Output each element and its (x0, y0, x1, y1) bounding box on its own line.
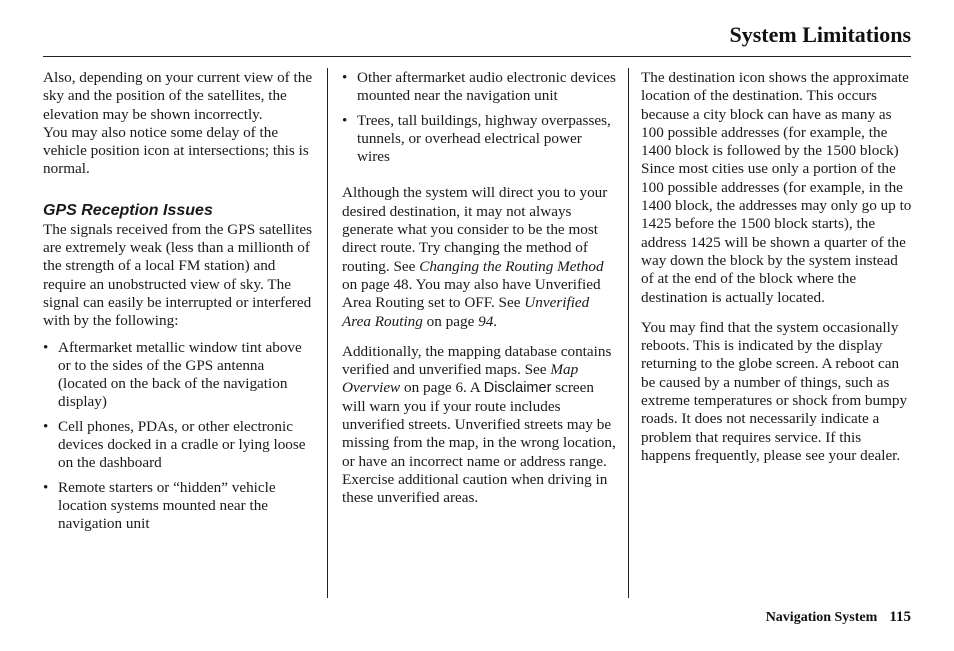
column-2 (342, 69, 617, 508)
list-item: • Trees, tall buildings, highway overpasses, tunnels, or overhead electrical power wires (342, 112, 617, 167)
interference-list-2 (342, 69, 617, 166)
text-run: on page 48. You may also have Unverified Area Routing set to OFF. See (342, 275, 601, 312)
paragraph-gps-signals: The signals received from the GPS satellites are extremely weak (less than a millionth of the strength of a local FM station) and require an unobstructed view of sky. The signal can easily be interrupted or interfered with by the following: (43, 220, 313, 330)
text-run: screen will warn you if your route includes unverified streets. Unverified streets may be missing from the map, in the wrong location, or have an incorrect name or address range. Exercise additional caution when driving in these unverified areas. (342, 379, 616, 507)
column-3 (641, 69, 913, 465)
list-item: • Aftermarket metallic window tint above or to the sides of the GPS antenna (located on the back of the navigation display) (43, 339, 313, 412)
page-title: System Limitations (729, 22, 911, 47)
column-1 (43, 69, 313, 534)
text-run: on page (422, 312, 479, 330)
section-heading-gps-reception: GPS Reception Issues (43, 201, 213, 219)
text-run: on page 6. A (400, 379, 484, 397)
paragraph-delay: You may also notice some delay of the vehicle position icon at intersections; this is normal. (43, 123, 309, 178)
interference-list-1 (43, 339, 313, 534)
paragraph-reboots: You may find that the system occasionally reboots. This is indicated by the display returning to the globe screen. A reboot can be caused by a number of things, such as extreme temperatures or shock from bumpy roads. It does not necessarily indicate a problem that requires service. If this happens frequently, please see your dealer. (641, 318, 908, 464)
list-item: • Remote starters or “hidden” vehicle location systems mounted near the navigation unit (43, 479, 313, 534)
footer-section-name: Navigation System (765, 610, 878, 625)
link-unverified-area-routing: Unverified Area Routing (342, 294, 590, 330)
paragraph-elevation: Also, depending on your current view of the sky and the position of the satellites, the elevation may be shown incorrectly. (43, 69, 313, 123)
list-item: • Cell phones, PDAs, or other electronic devices docked in a cradle or lying loose on the dashboard (43, 418, 313, 473)
paragraph-destination-icon: The destination icon shows the approximate location of the destination. This occurs because a city block can have as many as 100 possible addresses (for example, the 1400 block is followed by the 1500 block) Since most cities use only a portion of the 100 possible addresses (for example, in the 1400 block, the addresses may only go up to 1425 before the 1500 block starts), the address 1425 will be shown a quarter of the way down the block by the system instead of at the end of the block where the destination is actually located. (641, 69, 912, 306)
paragraph-mapping-database (342, 343, 617, 508)
list-item: • Other aftermarket audio electronic devices mounted near the navigation unit (342, 69, 617, 106)
column-divider-1 (327, 68, 328, 598)
ui-term-disclaimer: Disclaimer (483, 380, 552, 397)
text-run: Although the system will direct you to your desired destination, it may not always generate what you consider to be the most direct route. Try changing the method of routing. See (342, 184, 608, 275)
text-run: . (493, 312, 498, 330)
page-footer (766, 609, 911, 626)
page-number: 115 (889, 609, 911, 625)
column-divider-2 (628, 68, 629, 598)
page-ref-94: 94 (478, 312, 494, 330)
link-changing-routing-method: Changing the Routing Method (419, 257, 604, 275)
paragraph-routing (342, 184, 617, 330)
link-map-overview: Map Overview (342, 361, 579, 397)
title-rule (43, 56, 911, 57)
text-run: Additionally, the mapping database contains verified and unverified maps. See (342, 342, 612, 379)
